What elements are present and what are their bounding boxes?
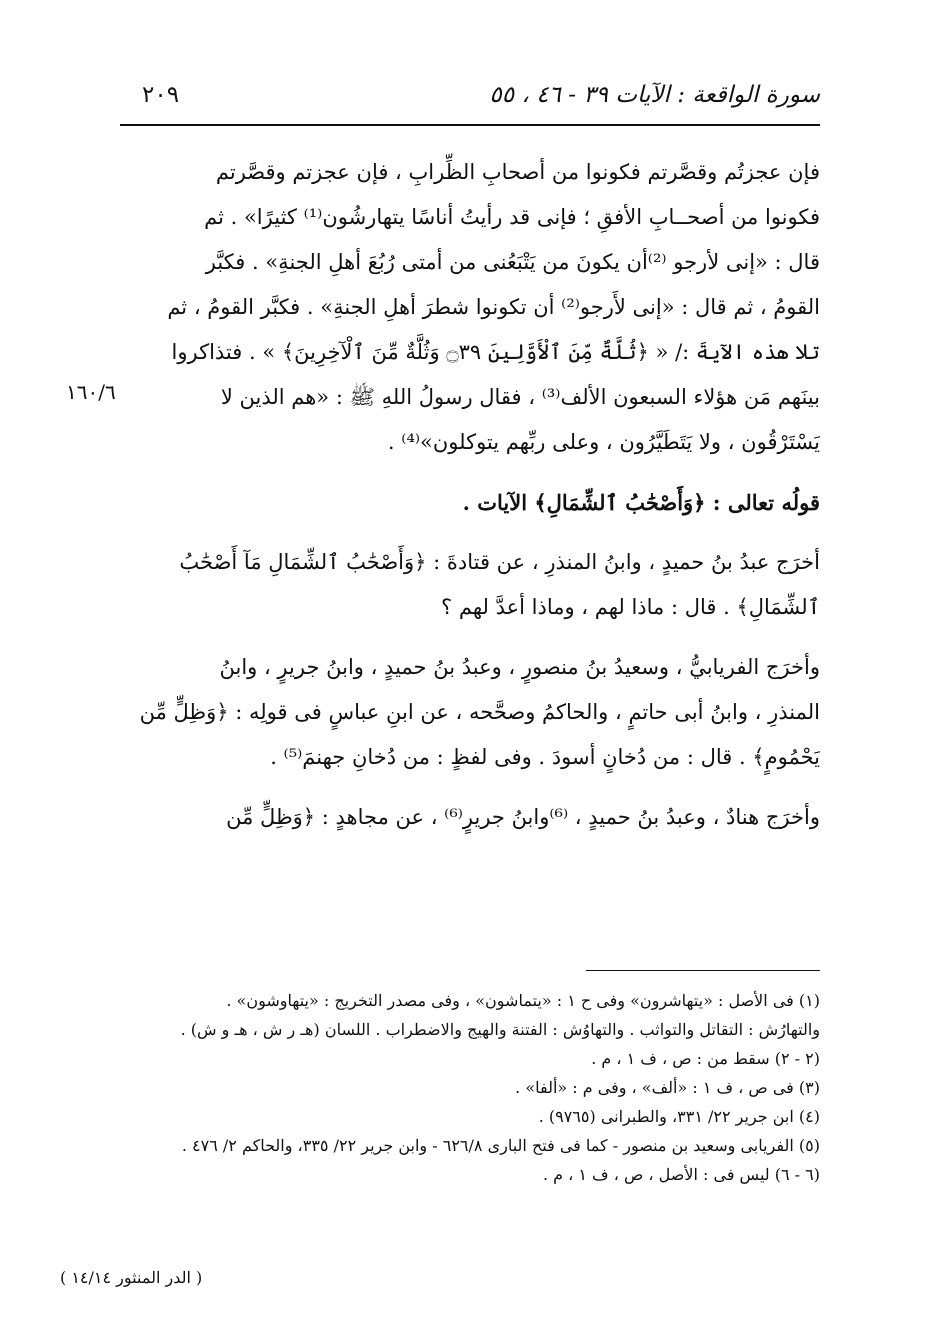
- paragraph-ibn-abbas: [120, 645, 820, 780]
- text-line: يَسْتَرْقُون ، ولا يَتَطَيَّرُون ، وعلى ربِّهم يتوكلون»⁽⁴⁾ .: [387, 430, 820, 454]
- footnote: (٥) الفريابى وسعيد بن منصور - كما فى فتح البارى ٦٢٦/٨ - وابن جرير ٢٢/ ٣٣٥، والحاكم ٢/ ٤٧٦ .: [181, 1136, 820, 1155]
- margin-reference: ١٦٠/٦: [66, 380, 116, 404]
- footnote: والتهارُش : التقاتل والتواثب . والتهاوُش : الفتنة والهيج والاضطراب . اللسان (هـ ر ش ، هـ و ش) .: [180, 1020, 820, 1039]
- text-line: ٱلشِّمَالِ﴾ . قال : ماذا لهم ، وماذا أعدَّ لهم ؟: [441, 595, 820, 619]
- text-line: بينَهم مَن هؤلاء السبعون الألف⁽³⁾ ، فقال رسولُ اللهِ ﷺ : «هم الذين لا: [220, 385, 820, 409]
- paragraph-verse-heading: [120, 480, 820, 525]
- text-line: فكونوا من أصحــابِ الأفقِ ؛ فإنى قد رأيتُ أناسًا يتهارشُون⁽¹⁾ كثيرًا» . ثم: [204, 205, 820, 229]
- text-line: وأخرَج الفريابيُّ ، وسعيدُ بنُ منصورٍ ، وعبدُ بنُ حميدٍ ، وابنُ جريرٍ ، وابنُ: [219, 655, 820, 679]
- text-line: فإن عجزتُم وقصَّرتم فكونوا من أصحابِ الظِّرابِ ، فإن عجزتم وقصَّرتم: [215, 160, 820, 184]
- text-line: وأخرَج هنادٌ ، وعبدُ بنُ حميدٍ ، ⁽⁶⁾وابنُ جريرٍ⁽⁶⁾ ، عن مجاهدٍ : ﴿وَظِلٍّ مِّن: [226, 805, 820, 829]
- volume-signature: ( الدر المنثور ١٤/١٤ ): [60, 1268, 203, 1287]
- header-title: سورة الواقعة : الآيات ٣٩ - ٤٦ ، ٥٥: [489, 82, 820, 108]
- page-number: ٢٠٩: [142, 82, 180, 108]
- running-header: [120, 78, 820, 118]
- footnote: (٤) ابن جرير ٢٢/ ٣٣١، والطبرانى (٩٧٦٥) .: [538, 1107, 820, 1126]
- text-line: قال : «إنى لأرجو ⁽²⁾أن يكونَ من يَتْبَعُنى من أمتى رُبُعَ أهلِ الجنةِ» . فكبَّر: [205, 250, 820, 274]
- paragraph-hadith: [120, 150, 820, 465]
- paragraph-mujahid: [120, 795, 820, 840]
- text-line: يَحْمُومٍ﴾ . قال : من دُخانٍ أسودَ . وفى لفظٍ : من دُخانِ جهنمَ⁽⁵⁾ .: [270, 745, 820, 769]
- main-text: [120, 150, 820, 855]
- footnote: (٣) فى ص ، ف ١ : «ألف» ، وفى م : «ألفا» .: [515, 1078, 820, 1097]
- text-line: تلا هذه الآيةَ :/ « ﴿ثُلَّةٌ مِّنَ ٱلْأَوَّلِينَ ۝٣٩ وَثُلَّةٌ مِّنَ ٱلْآخِرِينَ﴾ » . فتذاكروا: [171, 340, 820, 364]
- footnote: (٢ - ٢) سقط من : ص ، ف ١ ، م .: [591, 1049, 820, 1068]
- footnote: (٦ - ٦) ليس فى : الأصل ، ص ، ف ١ ، م .: [542, 1165, 820, 1184]
- footnote: (١) فى الأصل : «يتهاشرون» وفى ح ١ : «يتماشون» ، وفى مصدر التخريج : «يتهاوشون» .: [226, 991, 820, 1010]
- text-line: القومُ ، ثم قال : «إنى لأَرجو⁽²⁾ أن تكونوا شطرَ أهلِ الجنةِ» . فكبَّر القومُ ، ثم: [167, 295, 820, 319]
- footnote-rule: [586, 970, 820, 971]
- header-rule: [120, 124, 820, 126]
- text-line: المنذرِ ، وابنُ أبى حاتمٍ ، والحاكمُ وصحَّحه ، عن ابنِ عباسٍ فى قولِه : ﴿وَظِلٍّ مِّن: [139, 700, 820, 724]
- paragraph-qatada: [120, 540, 820, 630]
- footnotes: [120, 986, 820, 1189]
- text-line: أخرَج عبدُ بنُ حميدٍ ، وابنُ المنذرِ ، عن قتادةَ : ﴿وَأَصْحَٰبُ ٱلشِّمَالِ مَآ أَصْحَٰبُ: [179, 550, 820, 574]
- text-line: قولُه تعالى : ﴿وَأَصْحَٰبُ ٱلشِّمَالِ﴾ الآيات .: [462, 490, 820, 515]
